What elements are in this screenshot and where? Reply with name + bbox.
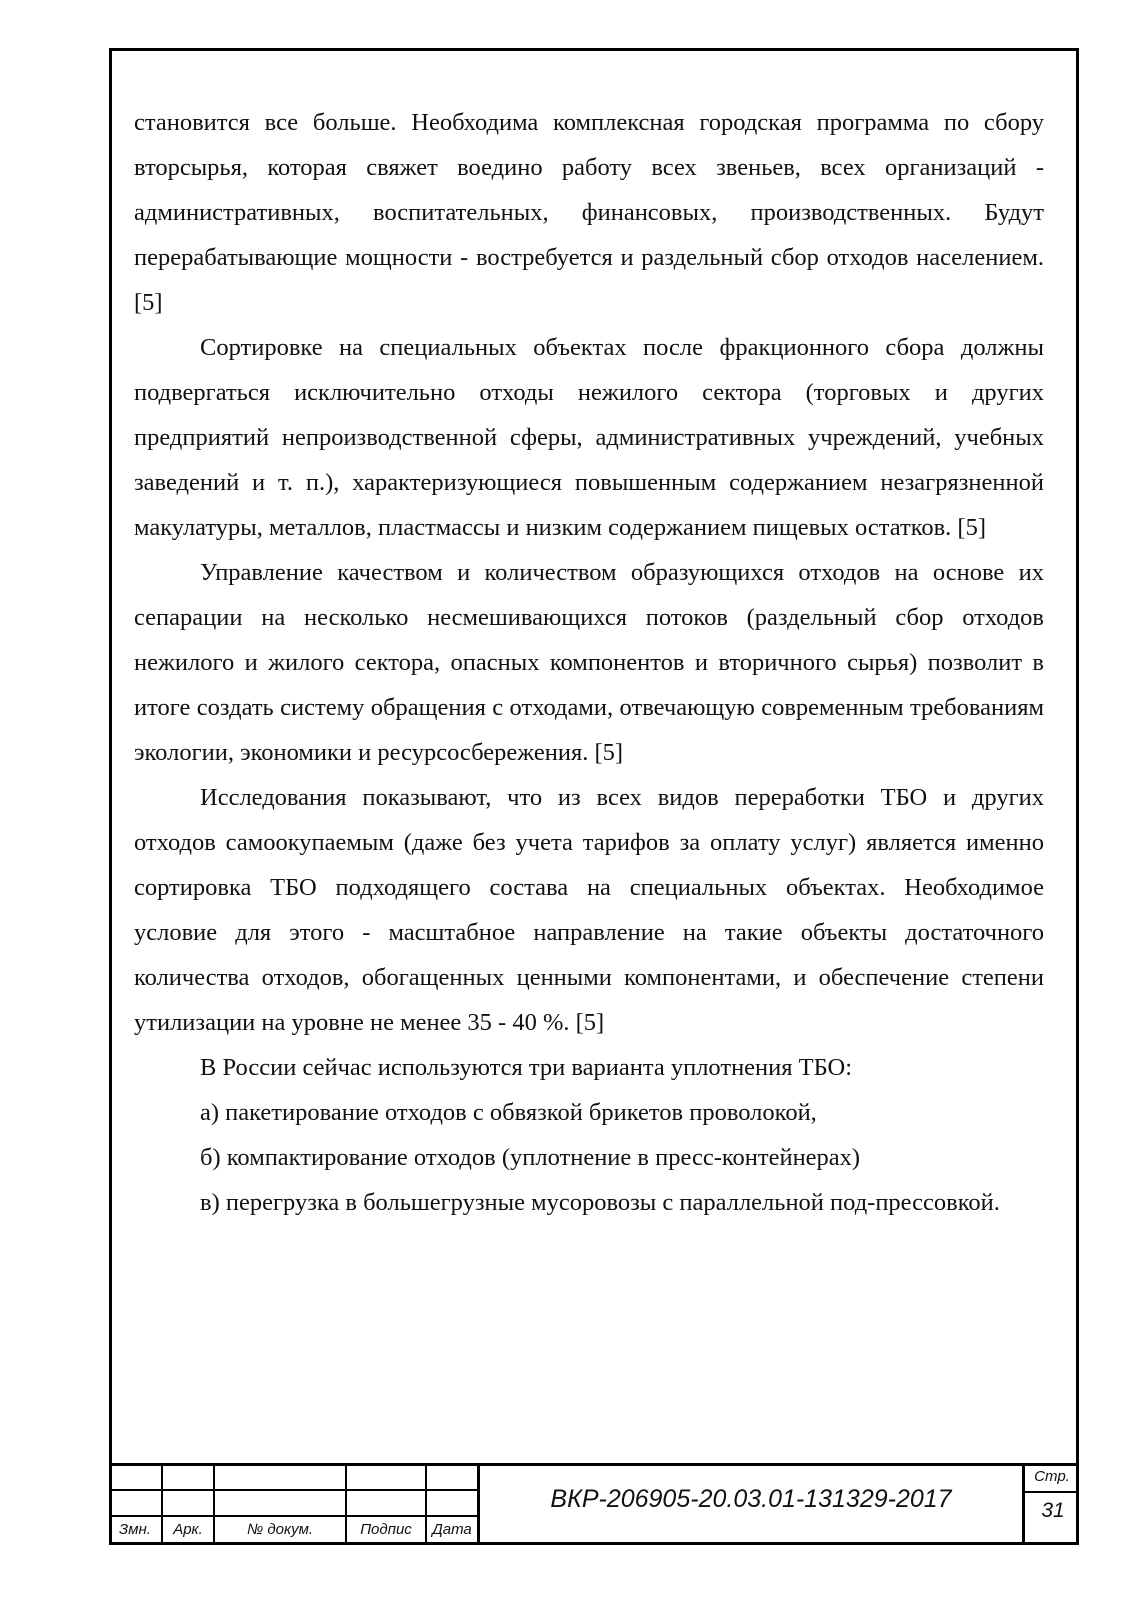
stamp-page-divider — [1024, 1491, 1079, 1493]
document-code: ВКР-206905-20.03.01-131329-2017 — [550, 1485, 952, 1513]
stamp-label-izm: Змн. — [119, 1521, 151, 1538]
stamp-top-border — [109, 1463, 1079, 1466]
list-item-c: в) перегрузка в большегрузные мусоровозы с параллельной под-прессовкой. — [200, 1189, 1000, 1216]
stamp-label-list: Арк. — [173, 1521, 203, 1538]
stamp-col-line-5 — [477, 1463, 480, 1545]
document-body — [134, 100, 1044, 1225]
stamp-row-line-2 — [109, 1515, 479, 1517]
page-label: Стр. — [1034, 1468, 1070, 1485]
paragraph-5: В России сейчас используются три варианта уплотнения ТБО: — [200, 1054, 853, 1081]
title-block-stamp — [109, 1463, 1079, 1545]
paragraph-3: Управление качеством и количеством образующихся отходов на основе их сепарации на несколько несмешивающихся потоков (раздельный сбор отходов нежилого и жилого сектора, опасных компонентов и вторичного сырья) позволит в итоге создать систему обращения с отходами, отвечающую современным требованиям экологии, экономики и ресурсосбережения. [5] — [134, 559, 1044, 766]
paragraph-2: Сортировке на специальных объектах после фракционного сбора должны подвергаться исключительно отходы нежилого сектора (торговых и других предприятий непроизводственной сферы, административных учреждений, учебных заведений и т. п.), характеризующиеся повышенным содержанием незагрязненной макулатуры, металлов, пластмассы и низким содержанием пищевых остатков. [5] — [134, 334, 1044, 541]
stamp-label-doc: № докум. — [246, 1521, 314, 1538]
list-item-b: б) компактирование отходов (уплотнение в пресс-контейнерах) — [200, 1144, 861, 1171]
paragraph-4: Исследования показывают, что из всех видов переработки ТБО и других отходов самоокупаемым (даже без учета тарифов за оплату услуг) является именно сортировка ТБО подходящего состава на специальных объектах. Необходимое условие для этого - масштабное направление на такие объекты достаточного количества отходов, обогащенных ценными компонентами, и обеспечение степени утилизации на уровне не менее 35 - 40 %. [5] — [134, 784, 1044, 1036]
stamp-label-date: Дата — [432, 1521, 472, 1538]
stamp-row-line-1 — [109, 1489, 479, 1491]
page-number: 31 — [1041, 1499, 1065, 1522]
stamp-label-sign: Подпис — [360, 1521, 412, 1538]
list-item-a: а) пакетирование отходов с обвязкой брикетов проволокой, — [200, 1099, 817, 1126]
paragraph-1: становится все больше. Необходима комплексная городская программа по сбору вторсырья, которая свяжет воедино работу всех звеньев, всех организаций - административных, воспитательных, финансовых, производственных. Будут перерабатывающие мощности - востребуется и раздельный сбор отходов населением. [5] — [134, 109, 1044, 316]
